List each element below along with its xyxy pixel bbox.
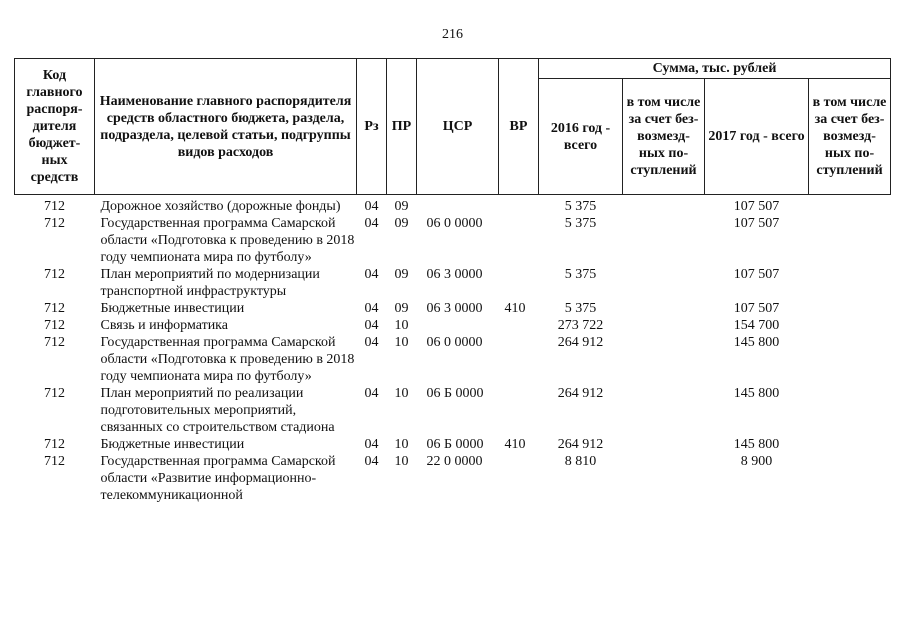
cell-2016-free — [623, 317, 705, 334]
table-body — [15, 195, 891, 505]
cell-vr — [499, 195, 539, 216]
cell-pr: 10 — [394, 386, 409, 401]
cell-name: Бюджетные инвестиции — [100, 437, 245, 452]
header-name: Наименование главного распорядителя средств областного бюджета, раздела, подраздела, целевой статьи, подгруппы видов расходов — [95, 59, 357, 195]
cell-vr — [499, 266, 539, 300]
cell-vr — [499, 334, 539, 385]
cell-2017-total: 8 900 — [740, 454, 773, 469]
cell-2017-total: 107 507 — [733, 267, 780, 282]
cell-name: Связь и информатика — [100, 318, 228, 333]
cell-rz: 04 — [364, 437, 379, 452]
cell-rz: 04 — [364, 454, 379, 469]
cell-pr: 10 — [394, 335, 409, 350]
cell-csr: 22 0 0000 — [426, 454, 483, 469]
cell-vr: 410 — [504, 301, 526, 316]
cell-2016-total: 264 912 — [557, 437, 604, 452]
cell-code: 712 — [44, 335, 65, 350]
cell-2016-free — [623, 215, 705, 266]
cell-csr: 06 0 0000 — [426, 335, 483, 350]
cell-pr: 10 — [394, 318, 409, 333]
cell-pr: 09 — [394, 301, 409, 316]
cell-2017-free — [809, 317, 891, 334]
cell-code: 712 — [44, 454, 65, 469]
cell-vr — [499, 385, 539, 436]
cell-2016-free — [623, 195, 705, 216]
cell-vr — [499, 317, 539, 334]
cell-2017-free — [809, 266, 891, 300]
cell-2017-free — [809, 334, 891, 385]
cell-name: Государственная программа Самарской области «Развитие информационно-телекоммуникационной — [100, 454, 336, 503]
cell-name: План мероприятий по реализации подготовительных мероприятий, связанных со строительством стадиона — [100, 386, 335, 435]
table-row — [15, 317, 891, 334]
cell-code: 712 — [44, 437, 65, 452]
cell-2017-total: 107 507 — [733, 199, 780, 214]
table-row — [15, 334, 891, 385]
cell-2017-free — [809, 300, 891, 317]
cell-2017-free — [809, 195, 891, 216]
table-row — [15, 453, 891, 504]
cell-2017-free — [809, 385, 891, 436]
table-row — [15, 266, 891, 300]
cell-2017-total: 145 800 — [733, 437, 780, 452]
cell-csr: 06 3 0000 — [426, 267, 483, 282]
cell-vr — [499, 453, 539, 504]
page-number: 216 — [442, 27, 463, 42]
cell-pr: 10 — [394, 437, 409, 452]
cell-code: 712 — [44, 267, 65, 282]
header-2017-free: в том числе за счет без-возмезд-ных по-ступлений — [809, 79, 891, 195]
cell-2017-free — [809, 436, 891, 453]
cell-rz: 04 — [364, 216, 379, 231]
cell-csr: 06 Б 0000 — [426, 437, 484, 452]
header-pr: ПР — [387, 59, 417, 195]
table-row — [15, 195, 891, 216]
cell-rz: 04 — [364, 301, 379, 316]
cell-code: 712 — [44, 301, 65, 316]
cell-name: Государственная программа Самарской области «Подготовка к проведению в 2018 году чемпионата мира по футболу» — [100, 216, 355, 265]
cell-code: 712 — [44, 216, 65, 231]
cell-rz: 04 — [364, 267, 379, 282]
cell-code: 712 — [44, 199, 65, 214]
cell-pr: 09 — [394, 216, 409, 231]
cell-name: План мероприятий по модернизации транспортной инфраструктуры — [100, 267, 320, 299]
cell-2016-free — [623, 436, 705, 453]
cell-2017-total: 145 800 — [733, 335, 780, 350]
budget-table — [14, 58, 891, 504]
cell-csr — [417, 317, 499, 334]
cell-csr: 06 0 0000 — [426, 216, 483, 231]
cell-csr: 06 Б 0000 — [426, 386, 484, 401]
cell-2017-total: 107 507 — [733, 301, 780, 316]
cell-csr: 06 3 0000 — [426, 301, 483, 316]
cell-pr: 09 — [394, 267, 409, 282]
cell-2016-total: 8 810 — [564, 454, 597, 469]
cell-2016-free — [623, 266, 705, 300]
cell-pr: 09 — [394, 199, 409, 214]
cell-rz: 04 — [364, 335, 379, 350]
cell-2016-free — [623, 300, 705, 317]
cell-2016-total: 264 912 — [557, 335, 604, 350]
header-code: Код главного распоря-дителя бюджет-ных средств — [15, 59, 95, 195]
cell-rz: 04 — [364, 199, 379, 214]
cell-2017-total: 145 800 — [733, 386, 780, 401]
header-2016-free: в том числе за счет без-возмезд-ных по-ступлений — [623, 79, 705, 195]
header-csr: ЦСР — [417, 59, 499, 195]
cell-2016-free — [623, 385, 705, 436]
table-header — [15, 59, 891, 195]
cell-2017-total: 107 507 — [733, 216, 780, 231]
table-row — [15, 300, 891, 317]
header-2017-total: 2017 год - всего — [705, 79, 809, 195]
cell-2016-total: 5 375 — [564, 216, 597, 231]
cell-2016-total: 5 375 — [564, 301, 597, 316]
table-row — [15, 215, 891, 266]
cell-2016-total: 264 912 — [557, 386, 604, 401]
table-row — [15, 436, 891, 453]
cell-2016-total: 5 375 — [564, 267, 597, 282]
cell-vr — [499, 215, 539, 266]
cell-2016-free — [623, 334, 705, 385]
cell-2016-total: 5 375 — [564, 199, 597, 214]
cell-code: 712 — [44, 386, 65, 401]
cell-vr: 410 — [504, 437, 526, 452]
cell-name: Дорожное хозяйство (дорожные фонды) — [100, 199, 341, 214]
cell-2016-free — [623, 453, 705, 504]
cell-name: Государственная программа Самарской области «Подготовка к проведению в 2018 году чемпионата мира по футболу» — [100, 335, 355, 384]
header-rz: Рз — [357, 59, 387, 195]
header-vr: ВР — [499, 59, 539, 195]
cell-2017-free — [809, 215, 891, 266]
header-sum: Сумма, тыс. рублей — [539, 59, 891, 79]
cell-2016-total: 273 722 — [557, 318, 604, 333]
cell-rz: 04 — [364, 386, 379, 401]
cell-rz: 04 — [364, 318, 379, 333]
table-row — [15, 385, 891, 436]
cell-code: 712 — [44, 318, 65, 333]
cell-2017-total: 154 700 — [733, 318, 780, 333]
cell-name: Бюджетные инвестиции — [100, 301, 245, 316]
header-2016-total: 2016 год - всего — [539, 79, 623, 195]
cell-pr: 10 — [394, 454, 409, 469]
cell-csr — [417, 195, 499, 216]
cell-2017-free — [809, 453, 891, 504]
